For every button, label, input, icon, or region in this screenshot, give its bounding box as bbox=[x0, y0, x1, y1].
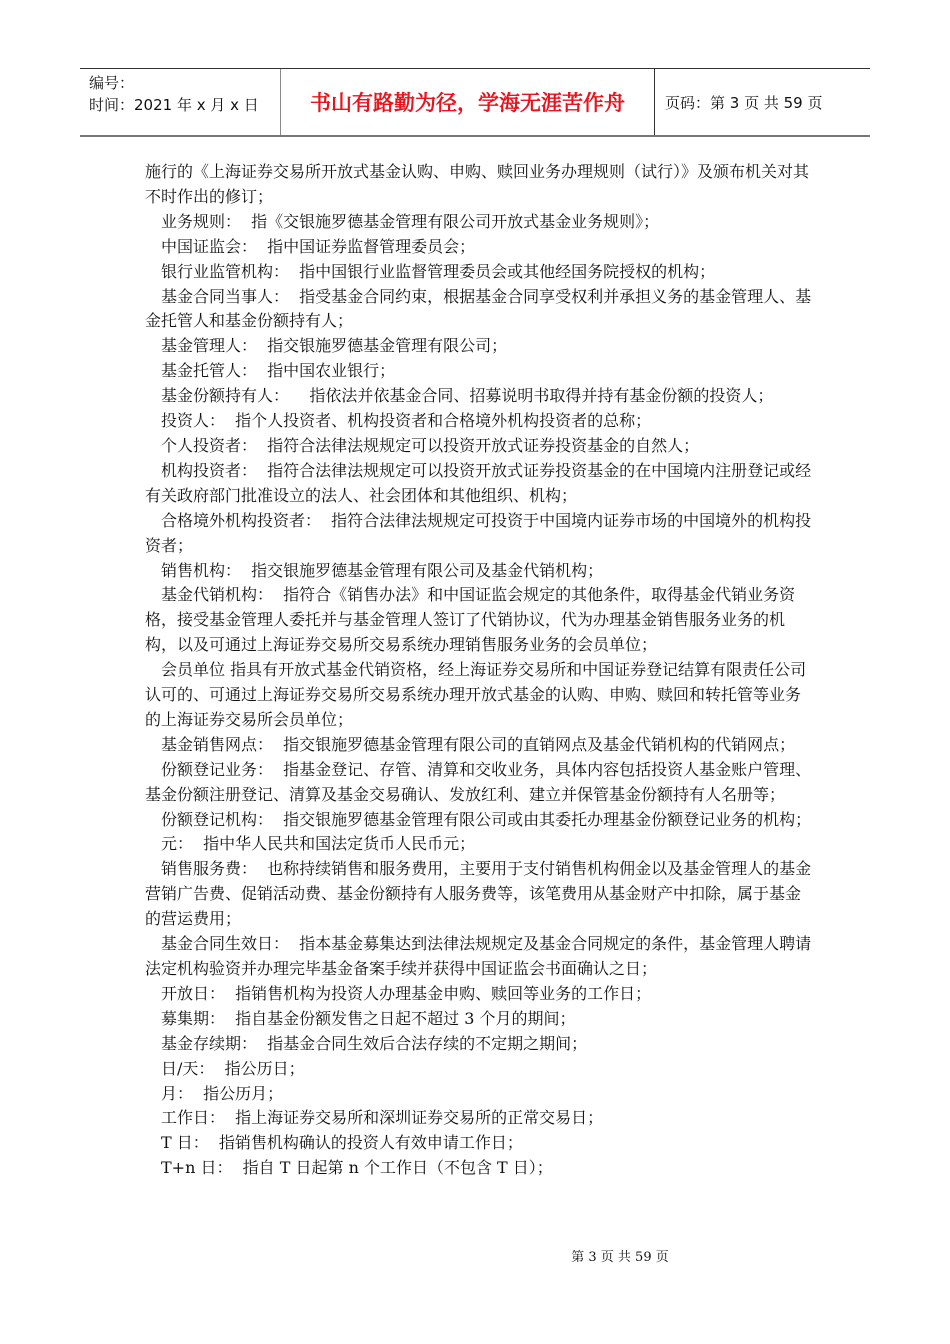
definition-paragraph: T+n 日： 指自 T 日起第 n 个工作日（不包含 T 日）； bbox=[161, 1158, 553, 1178]
document-body bbox=[145, 160, 815, 1181]
definition-paragraph: 基金管理人： 指交银施罗德基金管理有限公司； bbox=[161, 336, 508, 356]
definition-paragraph: 基金份额持有人： 指依法并依基金合同、招募说明书取得并持有基金份额的投资人； bbox=[161, 386, 774, 406]
page-footer: 第 3 页 共 59 页 bbox=[571, 1250, 669, 1265]
header-motto: 书山有路勤为径，学海无涯苦作舟 bbox=[281, 69, 655, 135]
definition-paragraph: 银行业监管机构： 指中国银行业监督管理委员会或其他经国务院授权的机构； bbox=[161, 261, 716, 281]
definition-paragraph: 销售机构： 指交银施罗德基金管理有限公司及基金代销机构； bbox=[161, 560, 604, 580]
definition-paragraph: 份额登记业务： 指基金登记、存管、清算和交收业务，具体内容包括投资人基金账户管理、基金份额注册登记、清算及基金交易确认、发放红利、建立并保管基金份额持有人名册等； bbox=[145, 759, 812, 804]
definition-paragraph: 业务规则： 指《交银施罗德基金管理有限公司开放式基金业务规则》； bbox=[161, 211, 660, 231]
definition-paragraph: 基金合同生效日： 指本基金募集达到法律法规规定及基金合同规定的条件，基金管理人聘请法定机构验资并办理完毕基金备案手续并获得中国证监会书面确认之日； bbox=[145, 934, 812, 978]
definition-paragraph: 会员单位 指具有开放式基金代销资格，经上海证券交易所和中国证券登记结算有限责任公司认可的、可通过上海证券交易所交易系统办理开放式基金的认购、申购、赎回和转托管等业务的上海证券交易所会员单位； bbox=[145, 660, 807, 729]
definition-paragraph: 募集期： 指自基金份额发售之日起不超过 3 个月的期间； bbox=[161, 1008, 576, 1028]
definition-paragraph: T 日： 指销售机构确认的投资人有效申请工作日； bbox=[161, 1133, 523, 1153]
header-page-info: 页码：第 3 页 共 59 页 bbox=[665, 93, 823, 112]
page-header bbox=[80, 68, 870, 137]
definition-paragraph: 月： 指公历月； bbox=[161, 1083, 284, 1103]
date-label: 时间：2021 年 x 月 x 日 bbox=[89, 96, 259, 114]
definition-paragraph: 份额登记机构： 指交银施罗德基金管理有限公司或由其委托办理基金份额登记业务的机构； bbox=[161, 809, 812, 829]
definition-paragraph: 销售服务费： 也称持续销售和服务费用，主要用于支付销售机构佣金以及基金管理人的基金营销广告费、促销活动费、基金份额持有人服务费等，该笔费用从基金财产中扣除，属于基金的营运费用； bbox=[145, 859, 812, 929]
definition-paragraph: 中国证监会： 指中国证券监督管理委员会； bbox=[161, 236, 476, 256]
definition-paragraph: 个人投资者： 指符合法律法规规定可以投资开放式证券投资基金的自然人； bbox=[161, 435, 700, 455]
definition-paragraph: 开放日： 指销售机构为投资人办理基金申购、赎回等业务的工作日； bbox=[161, 983, 652, 1003]
definition-paragraph: 元： 指中华人民共和国法定货币人民币元； bbox=[161, 834, 476, 854]
definition-paragraph: 基金合同当事人： 指受基金合同约束，根据基金合同享受权利并承担义务的基金管理人、基金托管人和基金份额持有人； bbox=[145, 286, 812, 331]
definition-paragraph: 基金托管人： 指中国农业银行； bbox=[161, 361, 396, 381]
header-meta bbox=[80, 69, 281, 135]
definition-paragraph: 基金销售网点： 指交银施罗德基金管理有限公司的直销网点及基金代销机构的代销网点； bbox=[161, 734, 796, 754]
definition-paragraph: 基金存续期： 指基金合同生效后合法存续的不定期之期间； bbox=[161, 1033, 588, 1053]
definition-paragraph: 机构投资者： 指符合法律法规规定可以投资开放式证券投资基金的在中国境内注册登记或经有关政府部门批准设立的法人、社会团体和其他组织、机构； bbox=[145, 460, 812, 505]
definition-paragraph: 施行的《上海证券交易所开放式基金认购、申购、赎回业务办理规则（试行）》及颁布机关对其不时作出的修订； bbox=[145, 162, 810, 206]
definition-paragraph: 基金代销机构： 指符合《销售办法》和中国证监会规定的其他条件，取得基金代销业务资格，接受基金管理人委托并与基金管理人签订了代销协议，代为办理基金销售服务业务的机构，以及可通过上海证券交易所交易系统办理销售服务业务的会员单位； bbox=[145, 585, 796, 655]
number-label: 编号： bbox=[89, 74, 135, 92]
definition-paragraph: 工作日： 指上海证券交易所和深圳证券交易所的正常交易日； bbox=[161, 1108, 604, 1128]
definition-paragraph: 投资人： 指个人投资者、机构投资者和合格境外机构投资者的总称； bbox=[161, 411, 652, 431]
definition-paragraph: 合格境外机构投资者： 指符合法律法规规定可投资于中国境内证券市场的中国境外的机构投资者； bbox=[145, 510, 812, 555]
definition-paragraph: 日/天： 指公历日； bbox=[161, 1058, 305, 1078]
